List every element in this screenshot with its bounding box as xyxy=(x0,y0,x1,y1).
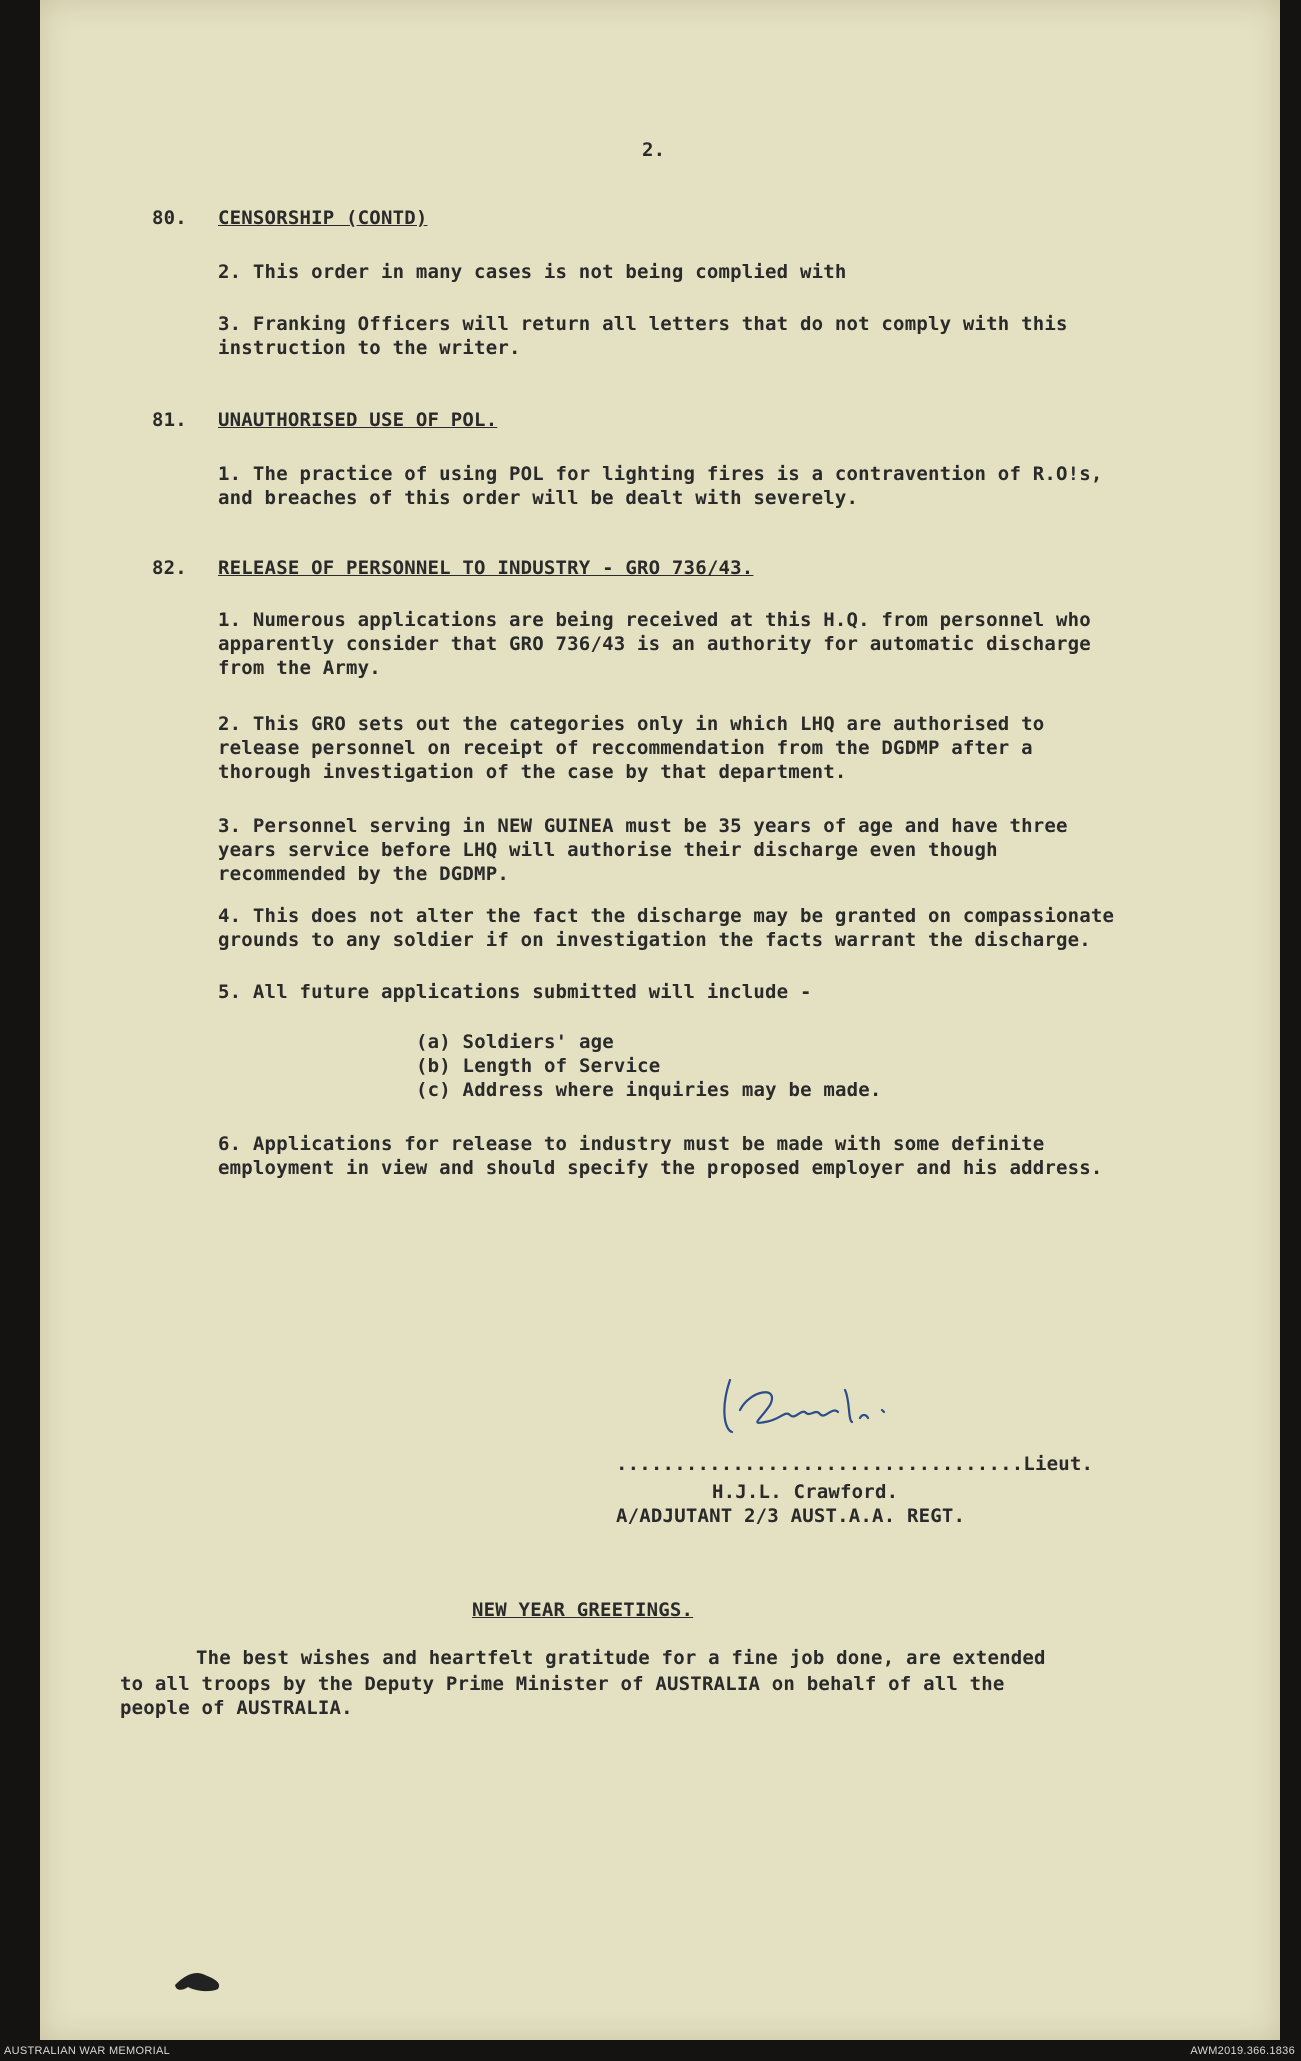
section-title: CENSORSHIP (CONTD) xyxy=(218,207,428,229)
paragraph-line: instruction to the writer. xyxy=(218,337,521,359)
paragraph-line: from the Army. xyxy=(218,657,381,679)
paragraph-line: and breaches of this order will be dealt with severely. xyxy=(218,487,859,509)
greetings-title: NEW YEAR GREETINGS. xyxy=(472,1599,694,1621)
paragraph-line: grounds to any soldier if on investigation the facts warrant the discharge. xyxy=(218,929,1091,951)
paragraph-line: 3. Franking Officers will return all letters that do not comply with this xyxy=(218,313,1068,335)
paragraph-line: 4. This does not alter the fact the discharge may be granted on compassionate xyxy=(218,905,1115,927)
handwritten-signature xyxy=(710,1370,910,1454)
section-title: RELEASE OF PERSONNEL TO INDUSTRY - GRO 736/43. xyxy=(218,557,754,579)
list-item: (c) Address where inquiries may be made. xyxy=(416,1079,882,1101)
section-number: 81. xyxy=(152,409,187,431)
paragraph-line: years service before LHQ will authorise their discharge even though xyxy=(218,839,998,861)
paragraph-line: thorough investigation of the case by that department. xyxy=(218,761,847,783)
paragraph-line: 3. Personnel serving in NEW GUINEA must be 35 years of age and have three xyxy=(218,815,1068,837)
paragraph-line: 5. All future applications submitted will include - xyxy=(218,981,812,1003)
paragraph-line: 1. The practice of using POL for lighting fires is a contravention of R.O!s, xyxy=(218,463,1103,485)
greetings-line: people of AUSTRALIA. xyxy=(120,1697,353,1719)
page-number: 2. xyxy=(642,139,666,161)
signature-line: ...................................Lieut. xyxy=(616,1453,1094,1475)
list-item: (a) Soldiers' age xyxy=(416,1031,614,1053)
paragraph-line: employment in view and should specify the proposed employer and his address. xyxy=(218,1157,1103,1179)
section-title: UNAUTHORISED USE OF POL. xyxy=(218,409,498,431)
paragraph-line: 2. This GRO sets out the categories only in which LHQ are authorised to xyxy=(218,713,1045,735)
footer-accession-number: AWM2019.366.1836 xyxy=(1190,2045,1295,2057)
document-page xyxy=(40,0,1280,2040)
paragraph-line: 2. This order in many cases is not being complied with xyxy=(218,261,847,283)
paragraph-line: recommended by the DGDMP. xyxy=(218,863,509,885)
list-item: (b) Length of Service xyxy=(416,1055,661,1077)
signatory-name: H.J.L. Crawford. xyxy=(712,1481,899,1503)
paragraph-line: release personnel on receipt of reccommendation from the DGDMP after a xyxy=(218,737,1033,759)
paragraph-line: apparently consider that GRO 736/43 is an authority for automatic discharge xyxy=(218,633,1091,655)
signatory-title: A/ADJUTANT 2/3 AUST.A.A. REGT. xyxy=(616,1505,966,1527)
paragraph-line: 1. Numerous applications are being received at this H.Q. from personnel who xyxy=(218,609,1091,631)
footer-institution: AUSTRALIAN WAR MEMORIAL xyxy=(4,2045,171,2057)
greetings-line: to all troops by the Deputy Prime Minister of AUSTRALIA on behalf of all the xyxy=(120,1673,1005,1695)
section-number: 80. xyxy=(152,207,187,229)
section-number: 82. xyxy=(152,557,187,579)
greetings-line: The best wishes and heartfelt gratitude for a fine job done, are extended xyxy=(196,1647,1046,1669)
paragraph-line: 6. Applications for release to industry must be made with some definite xyxy=(218,1133,1045,1155)
ink-blot xyxy=(170,1965,230,1999)
